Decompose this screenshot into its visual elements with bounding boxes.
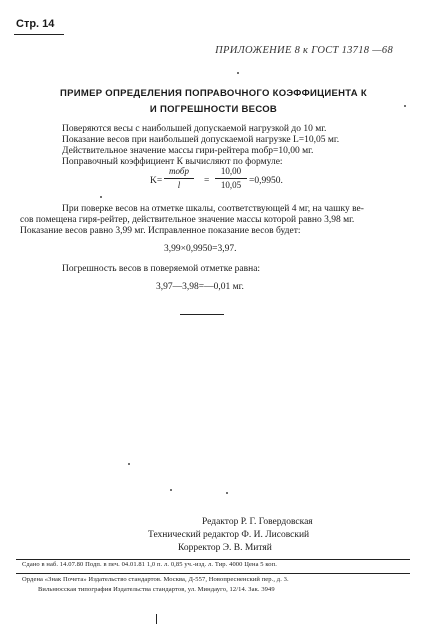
page-number: Стр. 14: [16, 18, 55, 30]
imprint-rule-top: [16, 559, 410, 560]
paragraph-3: Действительное значение массы гири-рейтера mобр=10,00 мг.: [62, 146, 314, 156]
paragraph-4: Поправочный коэффициент К вычисляют по формуле:: [62, 157, 283, 167]
corrector-credit: Корректор Э. В. Митяй: [178, 543, 272, 553]
editor-credit: Редактор Р. Г. Говердовская: [202, 517, 313, 527]
formula-fraction-bar-2: [215, 178, 247, 179]
formula-numerator-2: 10,00: [220, 166, 242, 176]
scan-speck: [404, 105, 406, 107]
formula-denominator-1: l: [177, 180, 181, 190]
formula-fraction-bar-1: [164, 178, 194, 179]
formula-equals: =: [204, 176, 210, 186]
imprint-line-1: Сдано в наб. 14.07.80 Подп. в печ. 04.01.81 1,0 п. л. 0,85 уч.-изд. л. Тир. 4000 Цена 5 коп.: [22, 561, 277, 568]
end-rule: [180, 314, 224, 315]
section-title-line2: И ПОГРЕШНОСТИ ВЕСОВ: [149, 104, 278, 115]
paragraph-1: Поверяются весы с наибольшей допускаемой нагрузкой до 10 мг.: [62, 124, 327, 134]
paragraph-6: Погрешность весов в поверяемой отметке равна:: [62, 264, 261, 274]
header-rule: [14, 34, 64, 35]
calculation-1: 3,99×0,9950=3,97.: [164, 244, 237, 254]
imprint-rule-bottom: [16, 573, 410, 574]
calculation-2: 3,97—3,98=—0,01 мг.: [156, 282, 244, 292]
formula-result: =0,9950.: [249, 176, 283, 186]
formula-lhs: K=: [150, 176, 163, 186]
imprint-line-2: Ордена «Знак Почета» Издательство стандартов. Москва, Д-557, Новопресненский пер., д. 3.: [22, 576, 289, 583]
paragraph-5b: сов помещена гиря-рейтер, действительное значение массы которой равно 3,98 мг.: [20, 215, 355, 225]
formula-denominator-2: 10,05: [220, 180, 242, 190]
section-title-line1: ПРИМЕР ОПРЕДЕЛЕНИЯ ПОПРАВОЧНОГО КОЭФФИЦИЕНТА К: [59, 88, 367, 99]
scan-speck: [237, 72, 239, 74]
scan-speck: [170, 489, 172, 491]
appendix-label: ПРИЛОЖЕНИЕ 8 к ГОСТ 13718 —68: [215, 45, 393, 56]
paragraph-5c: Показание весов равно 3,99 мг. Исправленное показание весов будет:: [20, 226, 301, 236]
scan-speck: [128, 463, 130, 465]
imprint-line-3: Вильнюсская типография Издательства стандартов, ул. Миндауго, 12/14. Зак. 3949: [38, 586, 275, 593]
tech-editor-credit: Технический редактор Ф. И. Лисовский: [148, 530, 310, 540]
formula-numerator-1: mобр: [169, 166, 189, 176]
paragraph-5a: При поверке весов на отметке шкалы, соответствующей 4 мг, на чашку ве-: [62, 204, 364, 214]
scan-speck: [100, 196, 102, 198]
scan-speck: [226, 492, 228, 494]
paragraph-2: Показание весов при наибольшей допускаемой нагрузке L=10,05 мг.: [62, 135, 340, 145]
bottom-mark: [156, 614, 157, 624]
